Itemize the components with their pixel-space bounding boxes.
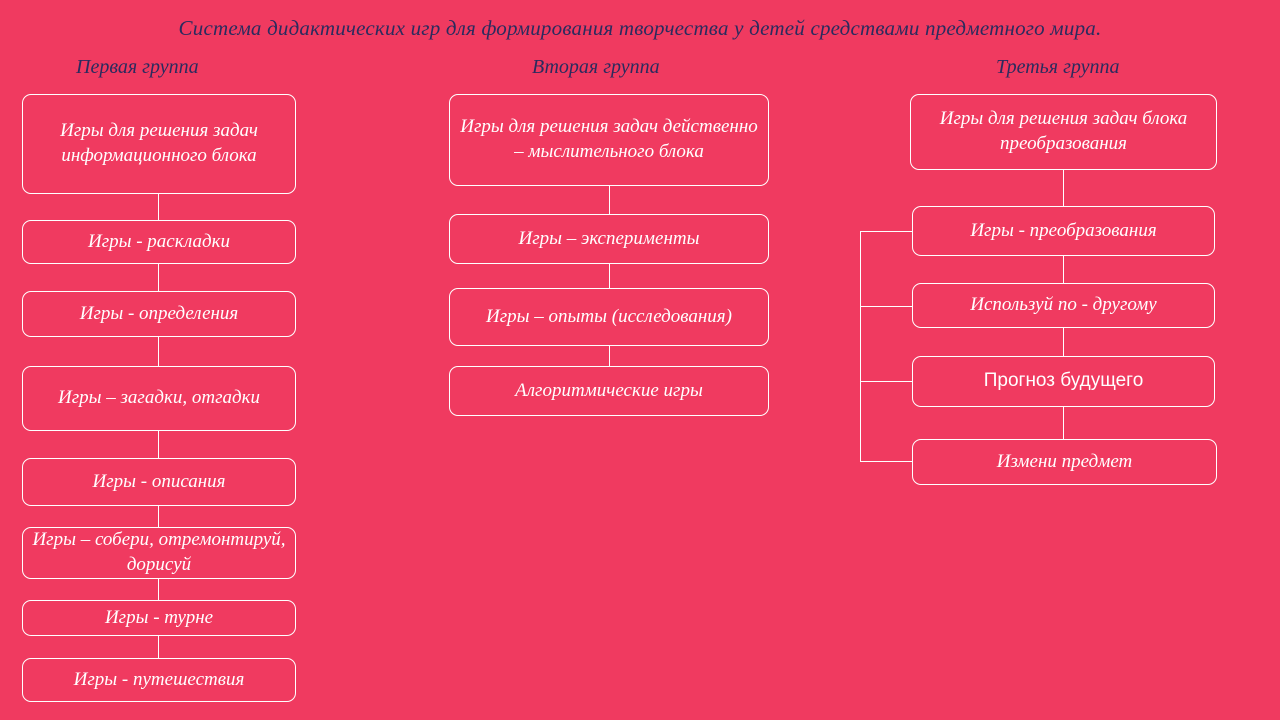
group1-item-box	[22, 658, 296, 702]
bracket-tick	[860, 381, 912, 382]
group1-item-label: Игры – собери, отремонтируй, дорисуй	[32, 529, 286, 575]
group1-item-box	[22, 291, 296, 337]
connector-line	[1063, 170, 1064, 206]
connector-line	[158, 264, 159, 291]
bracket-line	[860, 231, 861, 462]
connector-line	[158, 194, 159, 220]
group2-item-box	[449, 366, 769, 416]
group3-item-box	[912, 283, 1215, 328]
group1-item-label: Игры - раскладки	[87, 230, 231, 252]
group1-item-label: Игры - турне	[104, 606, 214, 628]
group1-heading: Первая группа	[76, 56, 199, 78]
group1-item-label: Игры - путешествия	[73, 668, 245, 690]
connector-line	[1063, 328, 1064, 356]
group1-item-label: Игры - определения	[79, 302, 239, 324]
group1-item-box	[22, 600, 296, 636]
group3-item-box	[912, 439, 1217, 485]
group1-item-box	[22, 366, 296, 431]
connector-line	[158, 506, 159, 527]
diagram-title: Система дидактических игр для формирования творчества у детей средствами предметного мира.	[178, 16, 1102, 40]
group3-item-box	[912, 356, 1215, 407]
group2-item-box	[449, 288, 769, 346]
group2-item-label: Игры – эксперименты	[518, 227, 700, 249]
group2-heading: Вторая группа	[532, 56, 660, 78]
group1-root-box	[22, 94, 296, 194]
bracket-tick	[860, 306, 912, 307]
group3-root-label: Игры для решения задач блока преобразования	[939, 108, 1188, 154]
group1-item-box	[22, 220, 296, 264]
group3-heading: Третья группа	[996, 56, 1120, 78]
group1-item-box	[22, 527, 296, 579]
connector-line	[158, 579, 159, 600]
group3-item-box	[912, 206, 1215, 256]
connector-line	[158, 431, 159, 458]
group2-root-box	[449, 94, 769, 186]
group1-item-label: Игры - описания	[92, 470, 226, 492]
connector-line	[1063, 407, 1064, 439]
group2-item-label: Алгоритмические игры	[515, 379, 703, 401]
connector-line	[158, 636, 159, 658]
connector-line	[609, 186, 610, 214]
connector-line	[1063, 256, 1064, 283]
group2-item-box	[449, 214, 769, 264]
group3-item-label: Игры - преобразования	[970, 219, 1157, 241]
bracket-tick	[860, 461, 912, 462]
bracket-tick	[860, 231, 912, 232]
connector-line	[609, 264, 610, 288]
connector-line	[609, 346, 610, 366]
group3-item-label: Прогноз будущего	[983, 370, 1144, 392]
group1-item-box	[22, 458, 296, 506]
connector-line	[158, 337, 159, 366]
group3-item-label: Используй по - другому	[970, 294, 1157, 316]
group2-root-label: Игры для решения задач действенно – мыслительного блока	[460, 116, 758, 162]
group3-root-box	[910, 94, 1217, 170]
group3-item-label: Измени предмет	[996, 450, 1133, 472]
group2-item-label: Игры – опыты (исследования)	[486, 305, 732, 327]
group1-root-label: Игры для решения задач информационного блока	[60, 120, 258, 166]
group1-item-label: Игры – загадки, отгадки	[58, 387, 260, 409]
